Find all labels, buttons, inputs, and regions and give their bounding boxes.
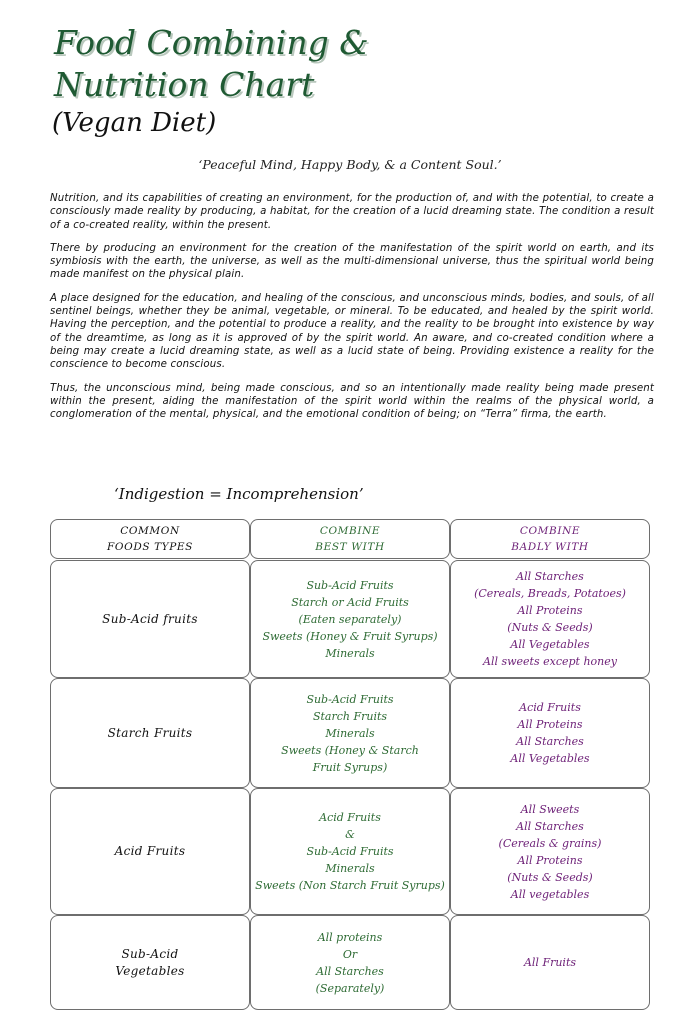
header-combine-badly-with-line: BADLY WITH xyxy=(511,541,589,553)
food-type-cell-line: Vegetables xyxy=(115,963,185,978)
combine-badly-cell-line: All Proteins xyxy=(517,718,583,731)
combine-badly-cell-line: All vegetables xyxy=(510,887,590,901)
indigestion-heading: ‘Indigestion = Incomprehension’ xyxy=(114,485,364,503)
food-type-cell-line: Sub-Acid fruits xyxy=(102,611,198,626)
combine-best-cell-line: Sub-Acid Fruits xyxy=(306,692,394,706)
combine-badly-cell xyxy=(450,678,650,788)
combine-best-cell-line: Sub-Acid Fruits xyxy=(306,578,394,592)
combine-best-cell-line: Minerals xyxy=(325,862,375,875)
combine-badly-cell-line: Acid Fruits xyxy=(519,701,581,714)
header-common-food-types xyxy=(50,519,250,559)
combine-best-cell-line: Minerals xyxy=(325,726,375,740)
combine-best-cell-line: Fruit Syrups) xyxy=(312,760,388,774)
combine-best-cell-line: Minerals xyxy=(325,646,375,660)
combine-best-cell-line: Acid Fruits xyxy=(319,811,381,824)
combine-badly-cell-line: All Sweets xyxy=(520,802,580,816)
food-type-cell-line: Acid Fruits xyxy=(114,844,186,858)
food-type-cell-line: Sub-Acid xyxy=(121,946,179,961)
combine-badly-cell-line: All Starches xyxy=(516,570,584,583)
combine-badly-cell-line: (Nuts & Seeds) xyxy=(507,870,593,884)
combine-badly-cell-line: All Fruits xyxy=(523,956,577,969)
header-combine-badly-with xyxy=(450,519,650,559)
combine-best-cell-line: Sweets (Honey & Starch xyxy=(281,743,419,757)
intro-text xyxy=(50,192,654,431)
combine-badly-cell-line: All sweets except honey xyxy=(483,655,617,668)
combine-badly-cell-line: All Starches xyxy=(516,819,584,833)
combine-best-cell xyxy=(250,788,450,915)
intro-paragraph: A place designed for the education, and healing of the conscious, and unconscious minds, bodies, and souls, of all sentinel beings, whether they be animal, vegetable, or mineral. To be educated, and healed by the spirit world. Having the perception, and the potential to produce a reality, and the reality to be brought into existence by way of the dreamtime, as long as it is approved of by the spirit world. An aware, and co-created condition where a being may create a lucid dreaming state, as well as a lucid state of being. Providing existence a reality for the conscience to become conscious. xyxy=(50,292,654,371)
page-title xyxy=(54,22,369,106)
combine-badly-cell-line: (Cereals & grains) xyxy=(498,836,602,850)
page-subtitle: (Vegan Diet) xyxy=(52,108,217,138)
header-combine-badly-with-line: COMBINE xyxy=(519,525,581,537)
header-combine-best-with xyxy=(250,519,450,559)
combine-best-cell-line: & xyxy=(345,828,355,841)
combine-badly-cell-line: All Proteins xyxy=(517,853,583,867)
combine-badly-cell xyxy=(450,788,650,915)
header-combine-best-with-line: BEST WITH xyxy=(315,541,385,553)
combine-badly-cell xyxy=(450,560,650,678)
intro-paragraph: Nutrition, and its capabilities of creating an environment, for the production of, and with the potential, to create a consciously made reality by producing, a habitat, for the creation of a lucid dreaming state. The condition a result of a co-created reality, within the present. xyxy=(50,193,654,231)
title-line-2: Nutrition Chart xyxy=(54,65,315,104)
title-line-1: Food Combining & xyxy=(54,23,369,62)
intro-paragraph: There by producing an environment for the creation of the manifestation of the spirit world on earth, and its symbiosis with the earth, the universe, as well as the multi-dimensional universe, thus the spiritual world being made manifest on the physical plain. xyxy=(50,242,654,281)
combine-badly-cell-line: All Vegetables xyxy=(510,752,590,765)
combine-best-cell xyxy=(250,678,450,788)
combine-best-cell-line: All Starches xyxy=(316,964,384,978)
combine-best-cell-line: (Eaten separately) xyxy=(298,612,402,626)
combine-best-cell-line: All proteins xyxy=(317,930,383,944)
combine-best-cell xyxy=(250,915,450,1010)
combine-best-cell-line: Sweets (Non Starch Fruit Syrups) xyxy=(255,879,445,892)
combine-best-cell-line: Sub-Acid Fruits xyxy=(306,845,394,858)
combine-badly-cell-line: (Cereals, Breads, Potatoes) xyxy=(474,587,626,600)
combine-badly-cell-line: All Proteins xyxy=(517,604,583,617)
header-common-food-types-line: COMMON xyxy=(120,525,180,537)
combine-best-cell-line: Starch or Acid Fruits xyxy=(291,595,409,609)
combine-badly-cell xyxy=(450,915,650,1010)
combine-best-cell-line: Starch Fruits xyxy=(312,709,388,723)
combine-badly-cell-line: All Vegetables xyxy=(510,638,590,651)
food-type-cell xyxy=(50,678,250,788)
combine-badly-cell-line: (Nuts & Seeds) xyxy=(507,621,593,634)
header-common-food-types-line: FOODS TYPES xyxy=(107,541,193,553)
motto: ‘Peaceful Mind, Happy Body, & a Content Soul.’ xyxy=(198,157,502,172)
food-type-cell xyxy=(50,915,250,1010)
combine-best-cell-line: Sweets (Honey & Fruit Syrups) xyxy=(262,629,438,643)
combine-best-cell-line: Or xyxy=(342,947,358,961)
food-type-cell xyxy=(50,788,250,915)
header-combine-best-with-line: COMBINE xyxy=(319,525,381,537)
food-type-cell xyxy=(50,560,250,678)
intro-paragraph: Thus, the unconscious mind, being made conscious, and so an intentionally made reality being made present within the present, aiding the manifestation of the spirit world within the realms of the physical world, a conglomeration of the mental, physical, and the emotional condition of being; on “Terra” firma, the earth. xyxy=(50,382,654,421)
food-type-cell-line: Starch Fruits xyxy=(107,725,193,740)
combine-best-cell-line: (Separately) xyxy=(315,981,385,995)
combine-best-cell xyxy=(250,560,450,678)
combine-badly-cell-line: All Starches xyxy=(516,735,584,748)
